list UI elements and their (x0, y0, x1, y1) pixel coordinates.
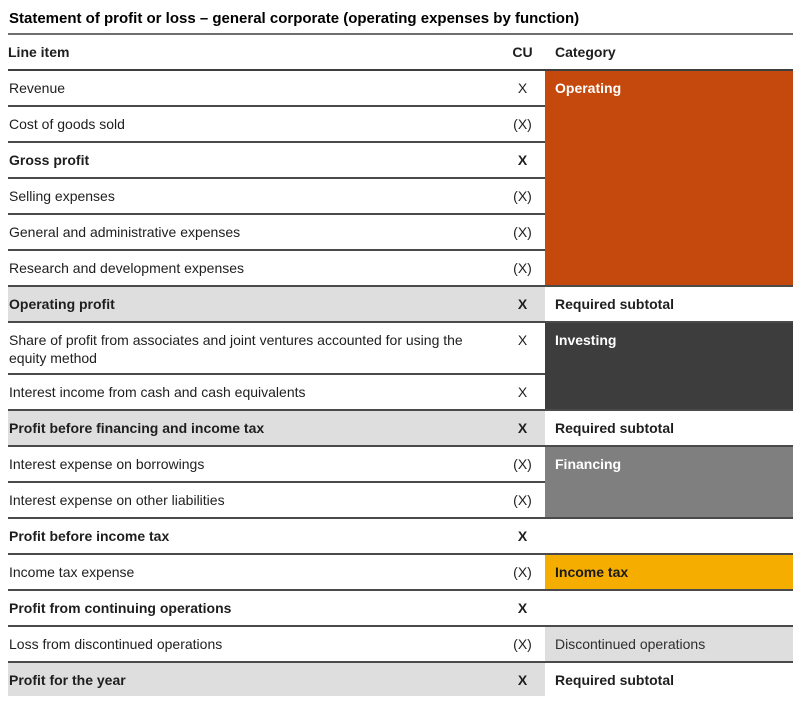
line-item-cell: Profit before income tax (8, 518, 500, 554)
cu-cell: X (500, 662, 545, 696)
table-row-revenue (8, 70, 793, 106)
line-item-cell: Profit from continuing operations (8, 590, 500, 626)
cu-cell: (X) (500, 106, 545, 142)
line-item-cell: Research and development expenses (8, 250, 500, 286)
table-row-profit-continuing-operations (8, 590, 793, 626)
cu-cell: X (500, 590, 545, 626)
table-row-operating-profit (8, 286, 793, 322)
table-row-profit-before-financing-income-tax (8, 410, 793, 446)
page-title: Statement of profit or loss – general corporate (operating expenses by function) (9, 10, 580, 27)
line-item-cell: Share of profit from associates and joint ventures accounted for using the equity method (8, 322, 500, 374)
category-cell-required-subtotal: Required subtotal (545, 662, 793, 696)
category-label-operating: Operating (555, 80, 622, 96)
cu-cell: X (500, 70, 545, 106)
line-item-cell: Operating profit (8, 286, 500, 322)
category-label-financing: Financing (555, 456, 622, 472)
cu-cell: X (500, 374, 545, 410)
line-item-cell: General and administrative expenses (8, 214, 500, 250)
line-item-cell: Profit for the year (8, 662, 500, 696)
category-label-income-tax: Income tax (555, 564, 629, 580)
line-item-cell: Interest expense on borrowings (8, 446, 500, 482)
category-cell-operating (545, 70, 793, 286)
line-item-cell: Loss from discontinued operations (8, 626, 500, 662)
cu-cell: X (500, 518, 545, 554)
header-row (8, 34, 793, 70)
line-item-cell: Revenue (8, 70, 500, 106)
cu-cell: X (500, 286, 545, 322)
line-item-cell: Cost of goods sold (8, 106, 500, 142)
category-label-investing: Investing (555, 332, 617, 348)
category-cell-required-subtotal: Required subtotal (545, 286, 793, 322)
header-cu: CU (500, 34, 545, 70)
category-cell-investing (545, 322, 793, 410)
line-item-cell: Income tax expense (8, 554, 500, 590)
table-row-interest-expense-borrowings (8, 446, 793, 482)
cu-cell: (X) (500, 250, 545, 286)
line-item-cell: Profit before financing and income tax (8, 410, 500, 446)
profit-loss-table (8, 33, 793, 696)
line-item-cell: Interest income from cash and cash equivalents (8, 374, 500, 410)
table-row-income-tax-expense (8, 554, 793, 590)
category-cell-discontinued-operations (545, 626, 793, 662)
cu-cell: (X) (500, 626, 545, 662)
cu-cell: (X) (500, 214, 545, 250)
category-cell-empty (545, 518, 793, 554)
cu-cell: (X) (500, 178, 545, 214)
cu-cell: (X) (500, 482, 545, 518)
cu-cell: X (500, 410, 545, 446)
line-item-cell: Interest expense on other liabilities (8, 482, 500, 518)
category-cell-required-subtotal: Required subtotal (545, 410, 793, 446)
category-cell-empty (545, 590, 793, 626)
table-row-share-of-profit-associates (8, 322, 793, 374)
table-row-loss-discontinued-operations (8, 626, 793, 662)
category-cell-income-tax (545, 554, 793, 590)
table-row-profit-before-income-tax (8, 518, 793, 554)
line-item-cell: Gross profit (8, 142, 500, 178)
category-label-discontinued-operations: Discontinued operations (555, 636, 706, 652)
cu-cell: (X) (500, 554, 545, 590)
category-cell-financing (545, 446, 793, 518)
cu-cell: (X) (500, 446, 545, 482)
header-category: Category (545, 34, 793, 70)
table-row-profit-for-the-year (8, 662, 793, 696)
cu-cell: X (500, 322, 545, 374)
header-line-item: Line item (8, 34, 500, 70)
line-item-cell: Selling expenses (8, 178, 500, 214)
cu-cell: X (500, 142, 545, 178)
